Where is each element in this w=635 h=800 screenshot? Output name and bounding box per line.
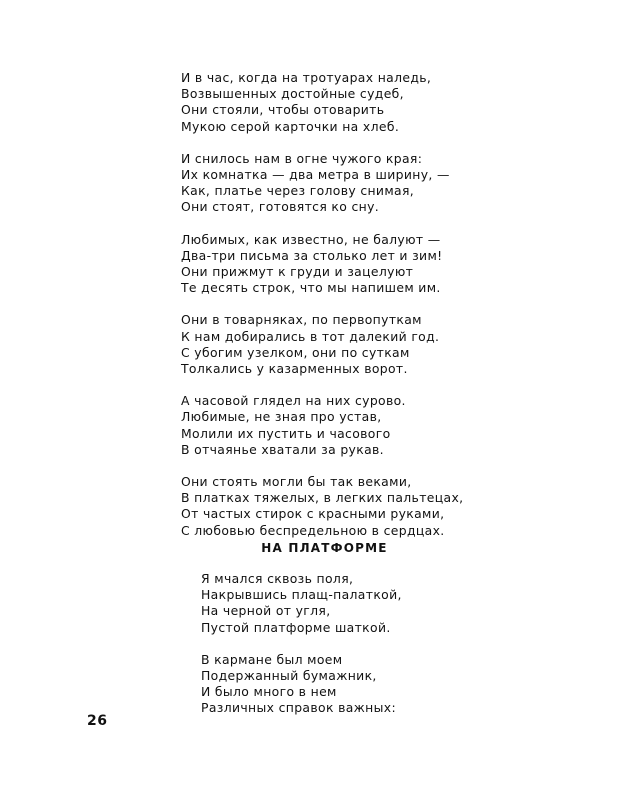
verse-line: Пустой платформе шаткой. — [201, 619, 391, 635]
verse-line: От частых стирок с красными руками, — [181, 506, 445, 522]
verse-line: И было много в нем — [201, 684, 337, 700]
verse-line: Их комнатка — два метра в ширину, — — [181, 167, 450, 183]
stanza — [181, 393, 481, 458]
stanza — [201, 652, 441, 717]
verse-line: В платках тяжелых, в легких пальтецах, — [181, 490, 464, 506]
stanza — [181, 312, 481, 377]
verse-line: Они в товарняках, по первопуткам — [181, 312, 422, 328]
verse-line: Подержанный бумажник, — [201, 668, 377, 684]
stanza — [201, 571, 441, 636]
stanza — [181, 70, 481, 135]
verse-line: Любимых, как известно, не балуют — — [181, 231, 441, 247]
verse-line: Я мчался сквозь поля, — [201, 571, 354, 586]
verse-line: Как, платье через голову снимая, — [181, 183, 415, 199]
verse-line: С убогим узелком, они по суткам — [181, 344, 410, 360]
verse-line: В кармане был моем — [201, 651, 343, 667]
verse-line: Различных справок важных: — [201, 700, 396, 716]
verse-line: А часовой глядел на них сурово. — [181, 393, 406, 409]
poem-title — [0, 541, 635, 555]
verse-line: Они прижмут к груди и зацелуют — [181, 264, 414, 280]
verse-line: Любимые, не зная про устав, — [181, 409, 382, 425]
verse-line: И в час, когда на тротуарах наледь, — [181, 70, 432, 85]
verse-line: С любовью беспредельною в сердцах. — [181, 522, 445, 538]
poem-second — [201, 571, 441, 733]
poem-title-text: НА ПЛАТФОРМЕ — [261, 541, 388, 555]
verse-line: Они стоять могли бы так веками, — [181, 474, 412, 490]
verse-line: На черной от угля, — [201, 603, 331, 619]
verse-line: Мукою серой карточки на хлеб. — [181, 118, 400, 134]
verse-line: Два-три письма за столько лет и зим! — [181, 247, 443, 263]
page-number: 26 — [87, 713, 108, 729]
stanza — [181, 474, 481, 539]
verse-line: Толкались у казарменных ворот. — [181, 361, 408, 377]
verse-line: Накрывшись плащ-палаткой, — [201, 587, 402, 603]
verse-line: Они стоят, готовятся ко сну. — [181, 199, 380, 215]
verse-line: В отчаянье хватали за рукав. — [181, 441, 384, 457]
verse-line: К нам добирались в тот далекий год. — [181, 328, 440, 344]
verse-line: Возвышенных достойные судеб, — [181, 86, 404, 102]
verse-line: Они стояли, чтобы отоварить — [181, 102, 385, 118]
verse-line: Те десять строк, что мы напишем им. — [181, 280, 441, 296]
stanza — [181, 232, 481, 297]
stanza — [181, 151, 481, 216]
poem-first — [181, 70, 481, 555]
verse-line: И снилось нам в огне чужого края: — [181, 150, 423, 166]
verse-line: Молили их пустить и часового — [181, 425, 391, 441]
